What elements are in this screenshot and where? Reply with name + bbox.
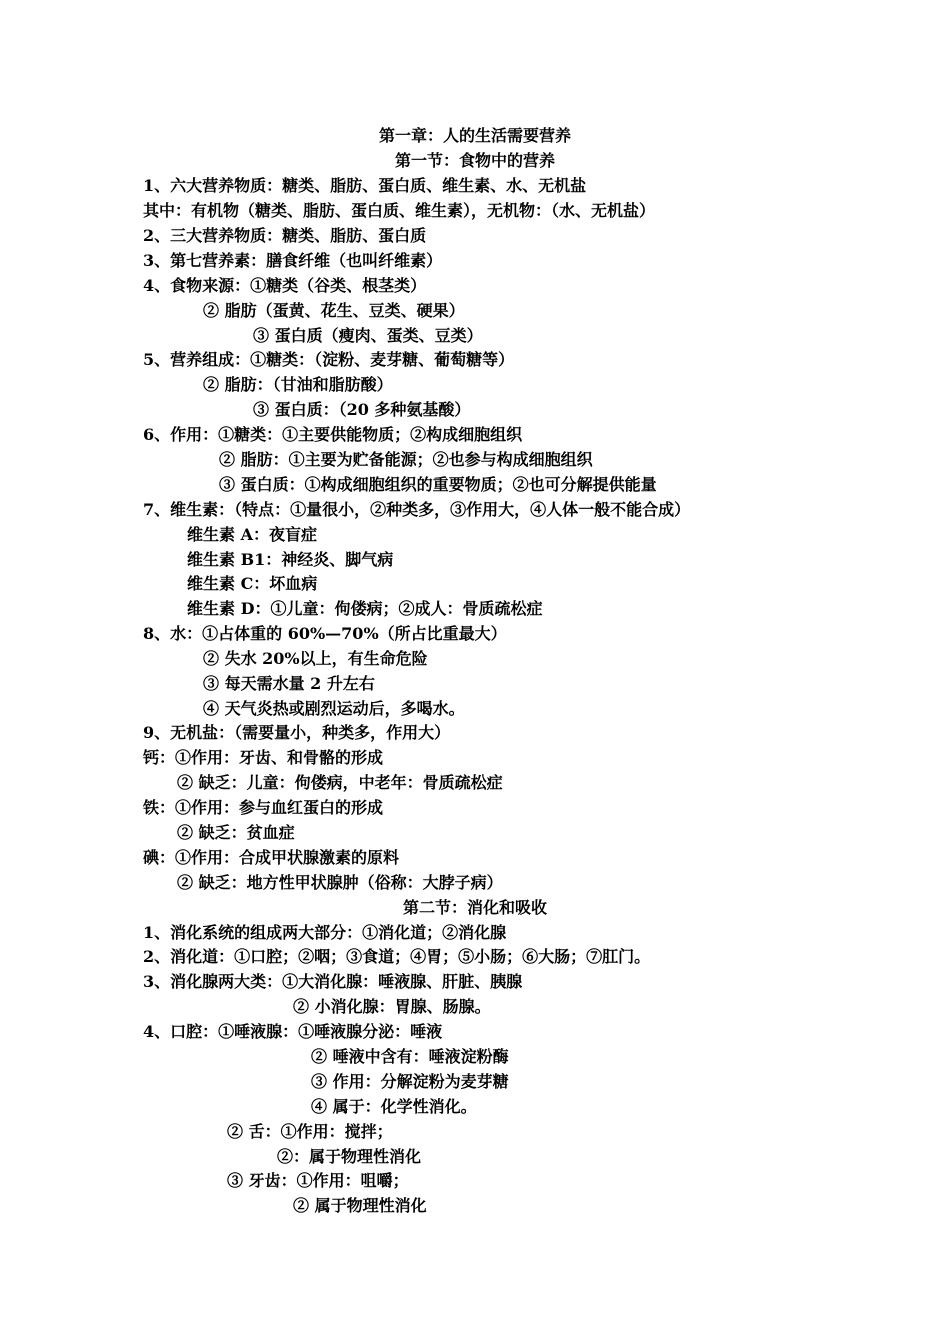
- text-line: ③ 蛋白质（瘦肉、蛋类、豆类）: [253, 326, 483, 345]
- text-line: 4、口腔：①唾液腺：①唾液腺分泌：唾液: [143, 1022, 443, 1041]
- text-line: ③ 作用：分解淀粉为麦芽糖: [311, 1072, 509, 1091]
- text-line: 铁：①作用：参与血红蛋白的形成: [143, 798, 384, 817]
- text-line: ② 缺乏：地方性甲状腺肿（俗称：大脖子病）: [177, 873, 503, 892]
- text-line: ② 脂肪：（甘油和脂肪酸）: [203, 375, 393, 394]
- text-line: 3、第七营养素：膳食纤维（也叫纤维素）: [143, 251, 443, 270]
- text-line: 6、作用：①糖类：①主要供能物质；②构成细胞组织: [143, 425, 523, 444]
- text-line: ② 缺乏：儿童：佝偻病，中老年：骨质疏松症: [177, 773, 503, 792]
- text-line: ③ 蛋白质：（20 多种氨基酸）: [253, 400, 471, 419]
- text-line: ④ 天气炎热或剧烈运动后，多喝水。: [203, 699, 465, 718]
- text-line: ② 缺乏：贫血症: [177, 823, 295, 842]
- section-title: 第一节：食物中的营养: [394, 151, 555, 170]
- section-title: 第二节：消化和吸收: [402, 898, 547, 917]
- text-line: ② 失水 20%以上，有生命危险: [203, 649, 428, 668]
- text-line: 维生素 B1：神经炎、脚气病: [187, 550, 394, 569]
- chapter-title: 第一章：人的生活需要营养: [378, 126, 571, 145]
- text-line: ②：属于物理性消化: [277, 1147, 422, 1166]
- text-line: ④ 属于：化学性消化。: [311, 1097, 477, 1116]
- text-line: 维生素 C：坏血病: [187, 574, 318, 593]
- text-line: 3、消化腺两大类：①大消化腺：唾液腺、肝脏、胰腺: [143, 972, 523, 991]
- text-line: ③ 每天需水量 2 升左右: [203, 674, 375, 693]
- text-line: 钙：①作用：牙齿、和骨骼的形成: [143, 748, 384, 767]
- text-line: ② 属于物理性消化: [293, 1196, 427, 1215]
- text-line: 9、无机盐：（需要量小，种类多，作用大）: [143, 723, 451, 742]
- text-line: ② 舌：①作用：搅拌；: [227, 1122, 393, 1141]
- text-line: ③ 蛋白质：①构成细胞组织的重要物质；②也可分解提供能量: [219, 475, 657, 494]
- text-line: 8、水：①占体重的 60%—70%（所占比重最大）: [143, 624, 507, 643]
- text-line: 4、食物来源：①糖类（谷类、根茎类）: [143, 276, 427, 295]
- text-line: 1、六大营养物质：糖类、脂肪、蛋白质、维生素、水、无机盐: [143, 176, 587, 195]
- text-line: 7、维生素：（特点：①量很小，②种类多，③作用大，④人体一般不能合成）: [143, 500, 691, 519]
- text-line: 维生素 A：夜盲症: [187, 525, 317, 544]
- text-line: 1、消化系统的组成两大部分：①消化道；②消化腺: [143, 923, 507, 942]
- text-line: 2、消化道：①口腔；②咽；③食道；④胃；⑤小肠；⑥大肠；⑦肛门。: [143, 947, 651, 966]
- text-line: 碘：①作用：合成甲状腺激素的原料: [143, 848, 400, 867]
- text-line: 2、三大营养物质：糖类、脂肪、蛋白质: [143, 226, 427, 245]
- text-line: ② 唾液中含有：唾液淀粉酶: [311, 1047, 509, 1066]
- text-line: ② 脂肪（蛋黄、花生、豆类、硬果）: [203, 301, 465, 320]
- text-line: ② 小消化腺：胃腺、肠腺。: [293, 997, 491, 1016]
- text-line: ③ 牙齿：①作用：咀嚼；: [227, 1171, 409, 1190]
- text-line: ② 脂肪：①主要为贮备能源；②也参与构成细胞组织: [219, 450, 593, 469]
- text-line: 其中：有机物（糖类、脂肪、蛋白质、维生素），无机物：（水、无机盐）: [143, 201, 656, 220]
- text-line: 维生素 D：①儿童：佝偻病；②成人：骨质疏松症: [187, 599, 543, 618]
- text-line: 5、营养组成：①糖类：（淀粉、麦芽糖、葡萄糖等）: [143, 350, 515, 369]
